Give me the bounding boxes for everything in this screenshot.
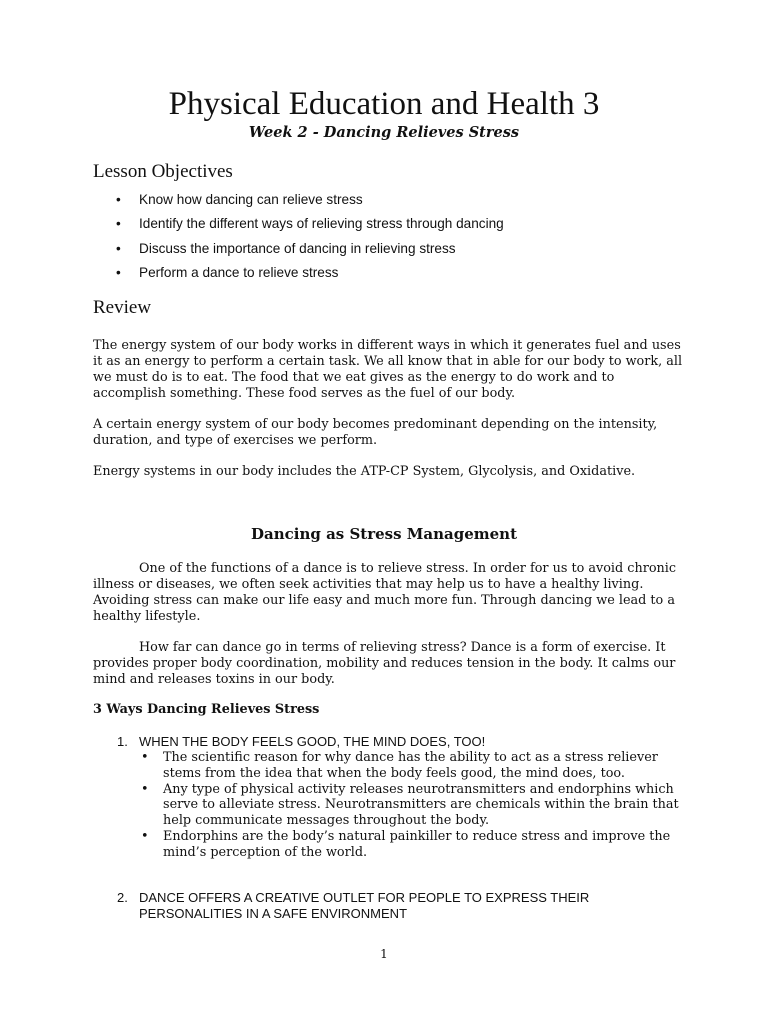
list-item: [139, 782, 683, 829]
item-title: WHEN THE BODY FEELS GOOD, THE MIND DOES, TOO!: [139, 734, 486, 749]
ways-list-continued: [93, 890, 683, 922]
ways-heading: 3 Ways Dancing Relieves Stress: [93, 702, 320, 717]
objective-text: Perform a dance to relieve stress: [139, 264, 339, 280]
list-item: [93, 890, 683, 922]
page-number: 1: [380, 947, 388, 961]
review-heading: Review: [93, 297, 152, 318]
list-item: [139, 829, 683, 861]
review-paragraph-3: Energy systems in our body includes the ATP-CP System, Glycolysis, and Oxidative.: [93, 464, 636, 479]
bullet-icon: •: [116, 264, 121, 280]
page-title: Physical Education and Health 3: [168, 86, 600, 122]
item-number: 1.: [117, 734, 128, 749]
list-item: [93, 239, 504, 263]
objective-text: Identify the different ways of relieving stress through dancing: [139, 216, 504, 232]
objective-text: Know how dancing can relieve stress: [139, 192, 363, 207]
bullet-icon: •: [141, 828, 149, 844]
bullet-text: Any type of physical activity releases neurotransmitters and endorphins which serve to alleviate stress. Neurotransmitters are chemicals within the brain that help communicate messages throughout the body.: [163, 781, 679, 829]
objectives-list: [93, 190, 504, 287]
bullet-icon: •: [116, 192, 121, 207]
bullet-text: The scientific reason for why dance has the ability to act as a stress reliever stems from the idea that when the body feels good, the mind does, too.: [163, 750, 658, 781]
list-item: [139, 750, 683, 782]
stress-paragraph-2: How far can dance go in terms of relieving stress? Dance is a form of exercise. It provides proper body coordination, mobility and reduces tension in the body. It calms our mind and releases toxins in our body.: [93, 640, 676, 687]
bullet-icon: •: [141, 781, 149, 797]
bullet-text: Endorphins are the body’s natural painkiller to reduce stress and improve the mind’s perception of the world.: [163, 828, 671, 860]
list-item: [93, 263, 504, 287]
item-number: 2.: [117, 890, 128, 905]
stress-paragraph-1: One of the functions of a dance is to relieve stress. In order for us to avoid chronic illness or diseases, we often seek activities that may help us to have a healthy living. Avoiding stress can make our life easy and much more fun. Through dancing we lead to a healthy lifestyle.: [93, 561, 677, 624]
page-subtitle: Week 2 - Dancing Relieves Stress: [248, 124, 520, 141]
sub-list: [139, 750, 683, 861]
bullet-icon: •: [141, 750, 149, 765]
list-item: [93, 734, 683, 861]
list-item: [93, 190, 504, 214]
review-paragraph-1: The energy system of our body works in different ways in which it generates fuel and uses it as an energy to perform a certain task. We all know that in able for our body to work, all we must do is to eat. The food that we eat gives as the energy to do work and to accomplish something. These food serves as the fuel of our body.: [93, 338, 683, 401]
objective-text: Discuss the importance of dancing in relieving stress: [139, 240, 456, 256]
review-paragraph-2: A certain energy system of our body becomes predominant depending on the intensity, duration, and type of exercises we perform.: [93, 417, 658, 448]
objectives-heading: Lesson Objectives: [93, 161, 233, 182]
bullet-icon: •: [116, 216, 121, 232]
section-heading: Dancing as Stress Management: [250, 525, 517, 543]
item-title: DANCE OFFERS A CREATIVE OUTLET FOR PEOPLE TO EXPRESS THEIR PERSONALITIES IN A SAFE ENVIRONMENT: [139, 890, 590, 921]
ways-list: [93, 734, 683, 861]
bullet-icon: •: [116, 240, 121, 256]
list-item: [93, 214, 504, 238]
